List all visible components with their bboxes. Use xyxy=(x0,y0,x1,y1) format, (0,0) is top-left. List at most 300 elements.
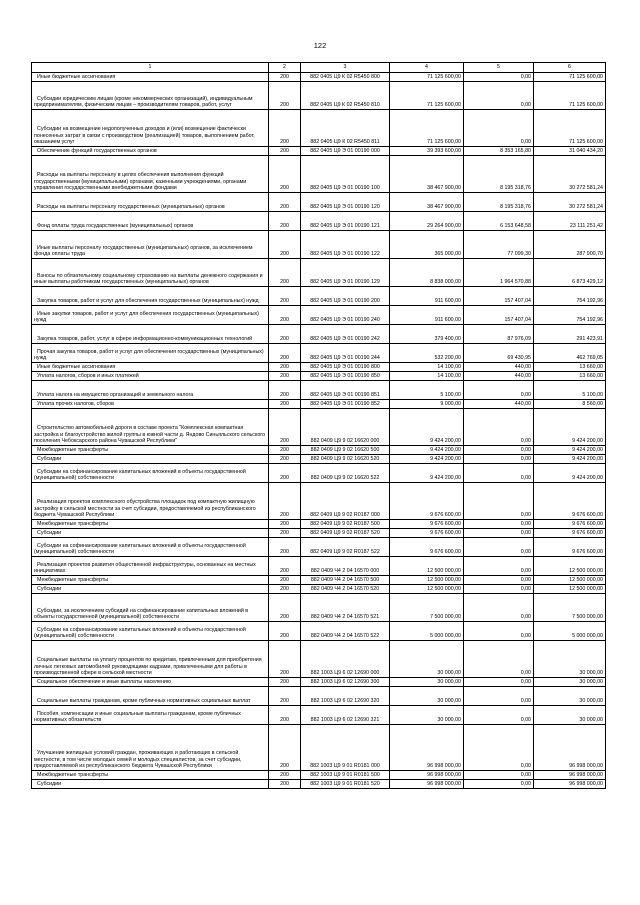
row-name-cell xyxy=(32,585,269,594)
row-executed-cell: 440,00 xyxy=(464,400,534,409)
row-executed-cell: 0,00 xyxy=(464,771,534,780)
row-code-cell: 200 xyxy=(269,771,301,780)
row-approved-cell: 39 393 600,00 xyxy=(390,147,464,156)
row-code-cell: 200 xyxy=(269,576,301,585)
row-code-cell: 200 xyxy=(269,464,301,483)
row-classifier-cell: 882 0409 Ц9 9 02 R0187 500 xyxy=(301,520,390,529)
row-name-cell xyxy=(32,409,269,446)
row-name-cell xyxy=(32,73,269,82)
row-approved-cell: 9 676 600,00 xyxy=(390,483,464,520)
row-name-text: Межбюджетные трансферты xyxy=(37,772,109,779)
column-header-5: 5 xyxy=(464,63,534,73)
row-classifier-cell: 882 0405 Ц9 К 02 R5450 810 xyxy=(301,82,390,110)
table-row xyxy=(32,287,606,306)
row-classifier-cell: 882 0409 Ц9 9 02 R0187 522 xyxy=(301,538,390,557)
row-approved-cell: 12 500 000,00 xyxy=(390,576,464,585)
row-remaining-cell: 96 998 000,00 xyxy=(534,780,606,789)
row-name-text: Межбюджетные трансферты xyxy=(37,577,109,584)
row-remaining-cell: 12 500 000,00 xyxy=(534,557,606,576)
row-executed-cell: 0,00 xyxy=(464,446,534,455)
row-executed-cell: 0,00 xyxy=(464,538,534,557)
page-number: 122 xyxy=(313,41,327,50)
row-classifier-cell: 882 0409 Ч4 2 04 16570 520 xyxy=(301,585,390,594)
row-classifier-cell: 882 1003 Ц9 9 01 R0181 520 xyxy=(301,780,390,789)
row-classifier-cell: 882 0405 Ц9 Э 01 00190 242 xyxy=(301,325,390,344)
table-row xyxy=(32,520,606,529)
table-row xyxy=(32,306,606,325)
row-name-cell xyxy=(32,641,269,678)
row-executed-cell: 6 153 648,58 xyxy=(464,212,534,231)
row-name-cell xyxy=(32,483,269,520)
row-code-cell: 200 xyxy=(269,381,301,400)
row-executed-cell: 0,00 xyxy=(464,557,534,576)
table-row xyxy=(32,372,606,381)
row-code-cell: 200 xyxy=(269,156,301,193)
row-classifier-cell: 882 1003 Ц9 9 01 R0181 000 xyxy=(301,725,390,771)
row-code-cell: 200 xyxy=(269,725,301,771)
row-name-cell xyxy=(32,557,269,576)
row-name-text: Уплата прочих налогов, сборов xyxy=(37,401,115,408)
row-approved-cell: 14 100,00 xyxy=(390,372,464,381)
row-executed-cell: 8 353 165,80 xyxy=(464,147,534,156)
row-name-text: Пособия, компенсации и иные социальные выплаты гражданам, кроме публичных нормативных обязательств xyxy=(34,710,241,724)
row-classifier-cell: 882 0405 Ц9 К 02 R5450 811 xyxy=(301,110,390,147)
row-name-cell xyxy=(32,147,269,156)
row-remaining-cell: 9 424 200,00 xyxy=(534,409,606,446)
row-name-text: Субсидии xyxy=(37,456,62,463)
row-remaining-cell: 462 769,05 xyxy=(534,344,606,363)
row-code-cell: 200 xyxy=(269,557,301,576)
row-name-cell xyxy=(32,372,269,381)
row-name-cell xyxy=(32,725,269,771)
row-approved-cell: 9 424 200,00 xyxy=(390,455,464,464)
row-approved-cell: 38 467 900,00 xyxy=(390,193,464,212)
row-code-cell: 200 xyxy=(269,622,301,641)
row-classifier-cell: 882 0409 Ц9 9 02 16620 500 xyxy=(301,446,390,455)
column-header-4: 4 xyxy=(390,63,464,73)
row-name-cell xyxy=(32,529,269,538)
row-name-cell xyxy=(32,622,269,641)
row-executed-cell: 440,00 xyxy=(464,363,534,372)
row-name-text: Субсидии на возмещение недополученных доходов и (или) возмещение фактически понесенных затрат в связи с производством (реализацией) товаров, выполнением работ, оказанием услуг xyxy=(34,126,255,146)
row-code-cell: 200 xyxy=(269,110,301,147)
table-body xyxy=(32,63,606,789)
table-row xyxy=(32,212,606,231)
row-approved-cell: 365 000,00 xyxy=(390,231,464,259)
row-approved-cell: 30 000,00 xyxy=(390,641,464,678)
table-row xyxy=(32,325,606,344)
table-row xyxy=(32,594,606,622)
table-row xyxy=(32,576,606,585)
row-name-text: Реализация проектов развития общественной инфраструктуры, основанных на местных инициативах xyxy=(34,561,256,575)
row-name-text: Обеспечение функций государственных органов xyxy=(37,148,157,155)
row-classifier-cell: 882 0409 Ч4 2 04 16570 500 xyxy=(301,576,390,585)
row-code-cell: 200 xyxy=(269,193,301,212)
row-executed-cell: 69 430,95 xyxy=(464,344,534,363)
row-code-cell: 200 xyxy=(269,678,301,687)
row-executed-cell: 0,00 xyxy=(464,520,534,529)
row-remaining-cell: 96 998 000,00 xyxy=(534,725,606,771)
table-row xyxy=(32,231,606,259)
row-code-cell: 200 xyxy=(269,483,301,520)
row-name-text: Иные закупки товаров, работ и услуг для обеспечения государственных (муниципальных) нужд xyxy=(34,310,259,324)
row-approved-cell: 9 676 600,00 xyxy=(390,520,464,529)
row-remaining-cell: 71 125 600,00 xyxy=(534,110,606,147)
row-remaining-cell: 12 500 000,00 xyxy=(534,585,606,594)
column-header-2: 2 xyxy=(269,63,301,73)
row-name-cell xyxy=(32,780,269,789)
row-remaining-cell: 13 660,00 xyxy=(534,363,606,372)
table-row xyxy=(32,147,606,156)
row-remaining-cell: 9 424 200,00 xyxy=(534,455,606,464)
row-executed-cell: 0,00 xyxy=(464,641,534,678)
row-name-text: Реализация проектов комплексного обустройства площадок под компактную жилищную застройку в сельской местности за счет субсидии, предоставляемой из республиканского бюджета Чувашской Республики xyxy=(34,499,256,519)
row-name-text: Межбюджетные трансферты xyxy=(37,521,109,528)
row-remaining-cell: 30 272 581,24 xyxy=(534,156,606,193)
row-code-cell: 200 xyxy=(269,231,301,259)
row-remaining-cell: 30 272 581,24 xyxy=(534,193,606,212)
table-row xyxy=(32,678,606,687)
row-name-text: Расходы на выплаты персоналу государственных (муниципальных) органов xyxy=(37,204,225,211)
row-approved-cell: 8 838 000,00 xyxy=(390,259,464,287)
row-approved-cell: 12 500 000,00 xyxy=(390,557,464,576)
row-classifier-cell: 882 0405 Ц9 Э 01 00190 852 xyxy=(301,400,390,409)
row-approved-cell: 30 000,00 xyxy=(390,678,464,687)
row-executed-cell: 8 195 318,76 xyxy=(464,156,534,193)
row-executed-cell: 0,00 xyxy=(464,780,534,789)
row-executed-cell: 77 099,30 xyxy=(464,231,534,259)
row-classifier-cell: 882 0405 Ц9 Э 01 00190 240 xyxy=(301,306,390,325)
row-executed-cell: 0,00 xyxy=(464,73,534,82)
row-approved-cell: 7 500 000,00 xyxy=(390,594,464,622)
row-name-text: Прочая закупка товаров, работ и услуг для обеспечения государственных (муниципальных) нужд xyxy=(34,348,264,362)
row-code-cell: 200 xyxy=(269,287,301,306)
row-executed-cell: 0,00 xyxy=(464,594,534,622)
table-row xyxy=(32,455,606,464)
row-name-text: Иные выплаты персоналу государственных (муниципальных) органов, за исключением фонда оплаты труда xyxy=(34,244,253,258)
row-executed-cell: 0,00 xyxy=(464,576,534,585)
row-remaining-cell: 31 040 434,20 xyxy=(534,147,606,156)
row-name-text: Иные бюджетные ассигнования xyxy=(37,364,116,371)
row-remaining-cell: 9 424 200,00 xyxy=(534,464,606,483)
row-classifier-cell: 882 0405 Ц9 Э 01 00190 129 xyxy=(301,259,390,287)
row-executed-cell: 1 964 570,88 xyxy=(464,259,534,287)
row-executed-cell: 157 407,04 xyxy=(464,306,534,325)
row-executed-cell: 440,00 xyxy=(464,372,534,381)
row-approved-cell: 9 676 600,00 xyxy=(390,529,464,538)
row-classifier-cell: 882 0405 Ц9 Э 01 00190 850 xyxy=(301,372,390,381)
row-code-cell: 200 xyxy=(269,687,301,706)
row-approved-cell: 379 400,00 xyxy=(390,325,464,344)
row-classifier-cell: 882 0409 Ц9 9 02 R0187 520 xyxy=(301,529,390,538)
row-classifier-cell: 882 0405 Ц9 Э 01 00190 800 xyxy=(301,363,390,372)
row-name-text: Субсидии юридическим лицам (кроме некоммерческих организаций), индивидуальным предпринимателям, физическим лицам – производителям товаров, работ, услуг xyxy=(34,95,253,109)
table-row xyxy=(32,464,606,483)
row-classifier-cell: 882 1003 Ц9 6 02 12690 320 xyxy=(301,687,390,706)
row-remaining-cell: 5 000 000,00 xyxy=(534,622,606,641)
row-approved-cell: 30 000,00 xyxy=(390,687,464,706)
row-classifier-cell: 882 0405 Ц9 Э 01 00190 851 xyxy=(301,381,390,400)
row-executed-cell: 8 195 318,76 xyxy=(464,193,534,212)
row-classifier-cell: 882 0405 Ц9 Э 01 00190 120 xyxy=(301,193,390,212)
row-name-cell xyxy=(32,344,269,363)
row-classifier-cell: 882 0405 Ц9 К 02 R5450 800 xyxy=(301,73,390,82)
row-name-text: Субсидии, за исключением субсидий на софинансирование капитальных вложений в объекты государственной (муниципальной) собственности xyxy=(34,607,249,621)
row-remaining-cell: 23 111 251,42 xyxy=(534,212,606,231)
row-code-cell: 200 xyxy=(269,400,301,409)
row-code-cell: 200 xyxy=(269,520,301,529)
row-code-cell: 200 xyxy=(269,325,301,344)
row-executed-cell: 0,00 xyxy=(464,725,534,771)
table-row xyxy=(32,156,606,193)
row-code-cell: 200 xyxy=(269,212,301,231)
row-code-cell: 200 xyxy=(269,446,301,455)
row-name-text: Расходы на выплаты персоналу в целях обеспечения выполнения функций государственными (муниципальными) органами, казенными учреждениями, органами управления государственными внебюджетными фондами xyxy=(34,172,247,192)
row-remaining-cell: 9 676 600,00 xyxy=(534,529,606,538)
row-approved-cell: 71 125 600,00 xyxy=(390,110,464,147)
row-name-cell xyxy=(32,110,269,147)
table-row xyxy=(32,381,606,400)
row-executed-cell: 0,00 xyxy=(464,529,534,538)
row-approved-cell: 5 100,00 xyxy=(390,381,464,400)
row-name-cell xyxy=(32,520,269,529)
column-header-1: 1 xyxy=(32,63,269,73)
row-remaining-cell: 8 560,00 xyxy=(534,400,606,409)
row-executed-cell: 157 407,04 xyxy=(464,287,534,306)
row-executed-cell: 0,00 xyxy=(464,381,534,400)
table-row xyxy=(32,725,606,771)
row-approved-cell: 14 100,00 xyxy=(390,363,464,372)
row-name-cell xyxy=(32,455,269,464)
table-row xyxy=(32,538,606,557)
row-name-cell xyxy=(32,381,269,400)
row-code-cell: 200 xyxy=(269,259,301,287)
row-name-cell xyxy=(32,231,269,259)
row-remaining-cell: 9 676 600,00 xyxy=(534,538,606,557)
row-name-text: Субсидии на софинансирование капитальных вложений в объекты государственной (муниципальной) собственности xyxy=(34,542,246,556)
column-header-6: 6 xyxy=(534,63,606,73)
table-row xyxy=(32,363,606,372)
row-remaining-cell: 754 192,96 xyxy=(534,287,606,306)
row-classifier-cell: 882 0409 Ч4 2 04 16570 521 xyxy=(301,594,390,622)
row-approved-cell: 9 424 200,00 xyxy=(390,464,464,483)
table-row xyxy=(32,585,606,594)
row-approved-cell: 12 500 000,00 xyxy=(390,585,464,594)
row-code-cell: 200 xyxy=(269,780,301,789)
table-row xyxy=(32,780,606,789)
row-name-cell xyxy=(32,538,269,557)
row-classifier-cell: 882 0405 Ц9 Э 01 00190 121 xyxy=(301,212,390,231)
row-code-cell: 200 xyxy=(269,538,301,557)
row-approved-cell: 5 000 000,00 xyxy=(390,622,464,641)
row-name-cell xyxy=(32,594,269,622)
row-approved-cell: 30 000,00 xyxy=(390,706,464,725)
row-classifier-cell: 882 0409 Ц9 9 02 16620 000 xyxy=(301,409,390,446)
row-approved-cell: 71 125 600,00 xyxy=(390,82,464,110)
row-classifier-cell: 882 0405 Ц9 Э 01 00190 244 xyxy=(301,344,390,363)
row-name-text: Улучшение жилищных условий граждан, проживающих и работающих в сельской местности, в том числе молодых семей и молодых специалистов, за счет субсидии, предоставляемой из республиканского бюджета Чувашской Республики xyxy=(34,750,242,770)
row-remaining-cell: 30 000,00 xyxy=(534,678,606,687)
row-remaining-cell: 71 125 600,00 xyxy=(534,73,606,82)
row-executed-cell: 0,00 xyxy=(464,687,534,706)
table-row xyxy=(32,259,606,287)
row-approved-cell: 9 676 600,00 xyxy=(390,538,464,557)
row-approved-cell: 911 600,00 xyxy=(390,287,464,306)
row-classifier-cell: 882 0409 Ц9 9 02 R0187 000 xyxy=(301,483,390,520)
table-row xyxy=(32,446,606,455)
table-row xyxy=(32,557,606,576)
row-remaining-cell: 30 000,00 xyxy=(534,687,606,706)
row-code-cell: 200 xyxy=(269,409,301,446)
row-name-text: Уплата налогов, сборов и иных платежей xyxy=(37,373,139,380)
row-remaining-cell: 291 423,91 xyxy=(534,325,606,344)
row-name-cell xyxy=(32,156,269,193)
row-name-cell xyxy=(32,706,269,725)
row-classifier-cell: 882 1003 Ц9 6 02 12690 300 xyxy=(301,678,390,687)
row-remaining-cell: 6 873 429,12 xyxy=(534,259,606,287)
row-approved-cell: 96 998 000,00 xyxy=(390,780,464,789)
row-code-cell: 200 xyxy=(269,73,301,82)
row-classifier-cell: 882 1003 Ц9 6 02 12690 000 xyxy=(301,641,390,678)
row-classifier-cell: 882 0409 Ч4 2 04 16570 000 xyxy=(301,557,390,576)
row-remaining-cell: 5 100,00 xyxy=(534,381,606,400)
row-classifier-cell: 882 1003 Ц9 9 01 R0181 500 xyxy=(301,771,390,780)
row-remaining-cell: 287 900,70 xyxy=(534,231,606,259)
row-approved-cell: 96 998 000,00 xyxy=(390,771,464,780)
row-name-text: Уплата налога на имущество организаций и земельного налога xyxy=(37,392,194,399)
row-classifier-cell: 882 0409 Ч4 2 04 16570 522 xyxy=(301,622,390,641)
row-name-cell xyxy=(32,259,269,287)
row-name-text: Субсидии xyxy=(37,530,62,537)
row-classifier-cell: 882 0405 Ц9 Э 01 00190 200 xyxy=(301,287,390,306)
row-remaining-cell: 13 660,00 xyxy=(534,372,606,381)
table-row xyxy=(32,344,606,363)
row-code-cell: 200 xyxy=(269,363,301,372)
row-name-cell xyxy=(32,363,269,372)
row-name-text: Субсидии на софинансирование капитальных вложений в объекты государственной (муниципальной) собственности xyxy=(34,626,246,640)
table-row xyxy=(32,771,606,780)
row-remaining-cell: 71 125 600,00 xyxy=(534,82,606,110)
row-code-cell: 200 xyxy=(269,529,301,538)
row-remaining-cell: 7 500 000,00 xyxy=(534,594,606,622)
table-row xyxy=(32,193,606,212)
row-code-cell: 200 xyxy=(269,455,301,464)
row-approved-cell: 9 000,00 xyxy=(390,400,464,409)
row-remaining-cell: 9 676 600,00 xyxy=(534,520,606,529)
row-approved-cell: 38 467 900,00 xyxy=(390,156,464,193)
row-executed-cell: 0,00 xyxy=(464,585,534,594)
row-name-cell xyxy=(32,678,269,687)
row-name-text: Строительство автомобильной дороги в составе проекта "Комплексная компактная застройка и благоустройство жилой группы в южной части д. Яндово Синьяльского сельского поселения Чебоксарского района Чувашской Республики" xyxy=(34,425,266,445)
table-row xyxy=(32,110,606,147)
row-executed-cell: 0,00 xyxy=(464,110,534,147)
row-code-cell: 200 xyxy=(269,585,301,594)
row-executed-cell: 0,00 xyxy=(464,483,534,520)
row-classifier-cell: 882 0405 Ц9 Э 01 00190 100 xyxy=(301,156,390,193)
row-executed-cell: 0,00 xyxy=(464,706,534,725)
table-row xyxy=(32,82,606,110)
row-executed-cell: 0,00 xyxy=(464,464,534,483)
table-row xyxy=(32,706,606,725)
row-code-cell: 200 xyxy=(269,306,301,325)
row-code-cell: 200 xyxy=(269,706,301,725)
row-name-text: Фонд оплаты труда государственных (муниципальных) органов xyxy=(37,223,194,230)
row-executed-cell: 0,00 xyxy=(464,678,534,687)
row-name-cell xyxy=(32,193,269,212)
row-name-cell xyxy=(32,687,269,706)
table-row xyxy=(32,483,606,520)
row-name-cell xyxy=(32,306,269,325)
row-name-cell xyxy=(32,212,269,231)
row-name-cell xyxy=(32,576,269,585)
row-name-text: Закупка товаров, работ и услуг для обеспечения государственных (муниципальных) нужд xyxy=(37,298,259,305)
row-approved-cell: 96 998 000,00 xyxy=(390,725,464,771)
row-name-cell xyxy=(32,325,269,344)
row-code-cell: 200 xyxy=(269,344,301,363)
row-approved-cell: 532 200,00 xyxy=(390,344,464,363)
row-code-cell: 200 xyxy=(269,82,301,110)
row-name-text: Субсидии xyxy=(37,586,62,593)
row-executed-cell: 0,00 xyxy=(464,455,534,464)
table-header-row xyxy=(32,63,606,73)
row-name-text: Субсидии на софинансирование капитальных вложений в объекты государственной (муниципальной) собственности xyxy=(34,468,246,482)
row-name-text: Социальное обеспечение и иные выплаты населению xyxy=(37,679,171,686)
row-classifier-cell: 882 0409 Ц9 9 02 16620 520 xyxy=(301,455,390,464)
row-remaining-cell: 30 000,00 xyxy=(534,706,606,725)
row-remaining-cell: 30 000,00 xyxy=(534,641,606,678)
row-name-text: Межбюджетные трансферты xyxy=(37,447,109,454)
table-row xyxy=(32,622,606,641)
row-executed-cell: 0,00 xyxy=(464,622,534,641)
row-name-cell xyxy=(32,464,269,483)
row-remaining-cell: 12 500 000,00 xyxy=(534,576,606,585)
table-row xyxy=(32,400,606,409)
row-executed-cell: 87 976,09 xyxy=(464,325,534,344)
row-name-cell xyxy=(32,287,269,306)
row-name-text: Субсидии xyxy=(37,781,62,788)
table-row xyxy=(32,687,606,706)
row-name-cell xyxy=(32,771,269,780)
row-executed-cell: 0,00 xyxy=(464,82,534,110)
row-executed-cell: 0,00 xyxy=(464,409,534,446)
row-remaining-cell: 9 424 200,00 xyxy=(534,446,606,455)
row-remaining-cell: 9 676 600,00 xyxy=(534,483,606,520)
row-approved-cell: 29 264 900,00 xyxy=(390,212,464,231)
budget-execution-table xyxy=(31,62,606,789)
row-name-cell xyxy=(32,400,269,409)
row-name-text: Социальные выплаты гражданам, кроме публичных нормативных социальных выплат xyxy=(37,698,251,705)
row-classifier-cell: 882 0405 Ц9 Э 01 00190 000 xyxy=(301,147,390,156)
row-approved-cell: 71 125 600,00 xyxy=(390,73,464,82)
row-remaining-cell: 754 192,96 xyxy=(534,306,606,325)
table-row xyxy=(32,641,606,678)
row-classifier-cell: 882 0405 Ц9 Э 01 00190 122 xyxy=(301,231,390,259)
row-name-text: Закупка товаров, работ, услуг в сфере информационно-коммуникационных технологий xyxy=(37,336,253,343)
row-approved-cell: 911 600,00 xyxy=(390,306,464,325)
row-name-cell xyxy=(32,82,269,110)
table-row xyxy=(32,73,606,82)
row-remaining-cell: 96 998 000,00 xyxy=(534,771,606,780)
table-row xyxy=(32,529,606,538)
row-name-text: Взносы по обязательному социальному страхованию на выплаты денежного содержания и иные выплаты работникам государственных (муниципальных) органов xyxy=(34,272,263,286)
row-classifier-cell: 882 0409 Ц9 9 02 16620 522 xyxy=(301,464,390,483)
row-approved-cell: 9 424 200,00 xyxy=(390,446,464,455)
row-classifier-cell: 882 1003 Ц9 6 02 12690 321 xyxy=(301,706,390,725)
row-name-cell xyxy=(32,446,269,455)
table-row xyxy=(32,409,606,446)
row-code-cell: 200 xyxy=(269,641,301,678)
row-name-text: Социальные выплаты на уплату процентов по кредитам, привлеченным для приобретения личных легковых автомобилей руководящими кадрами, привлеченными для работы в производственной сфере в сельской местности xyxy=(34,657,262,677)
